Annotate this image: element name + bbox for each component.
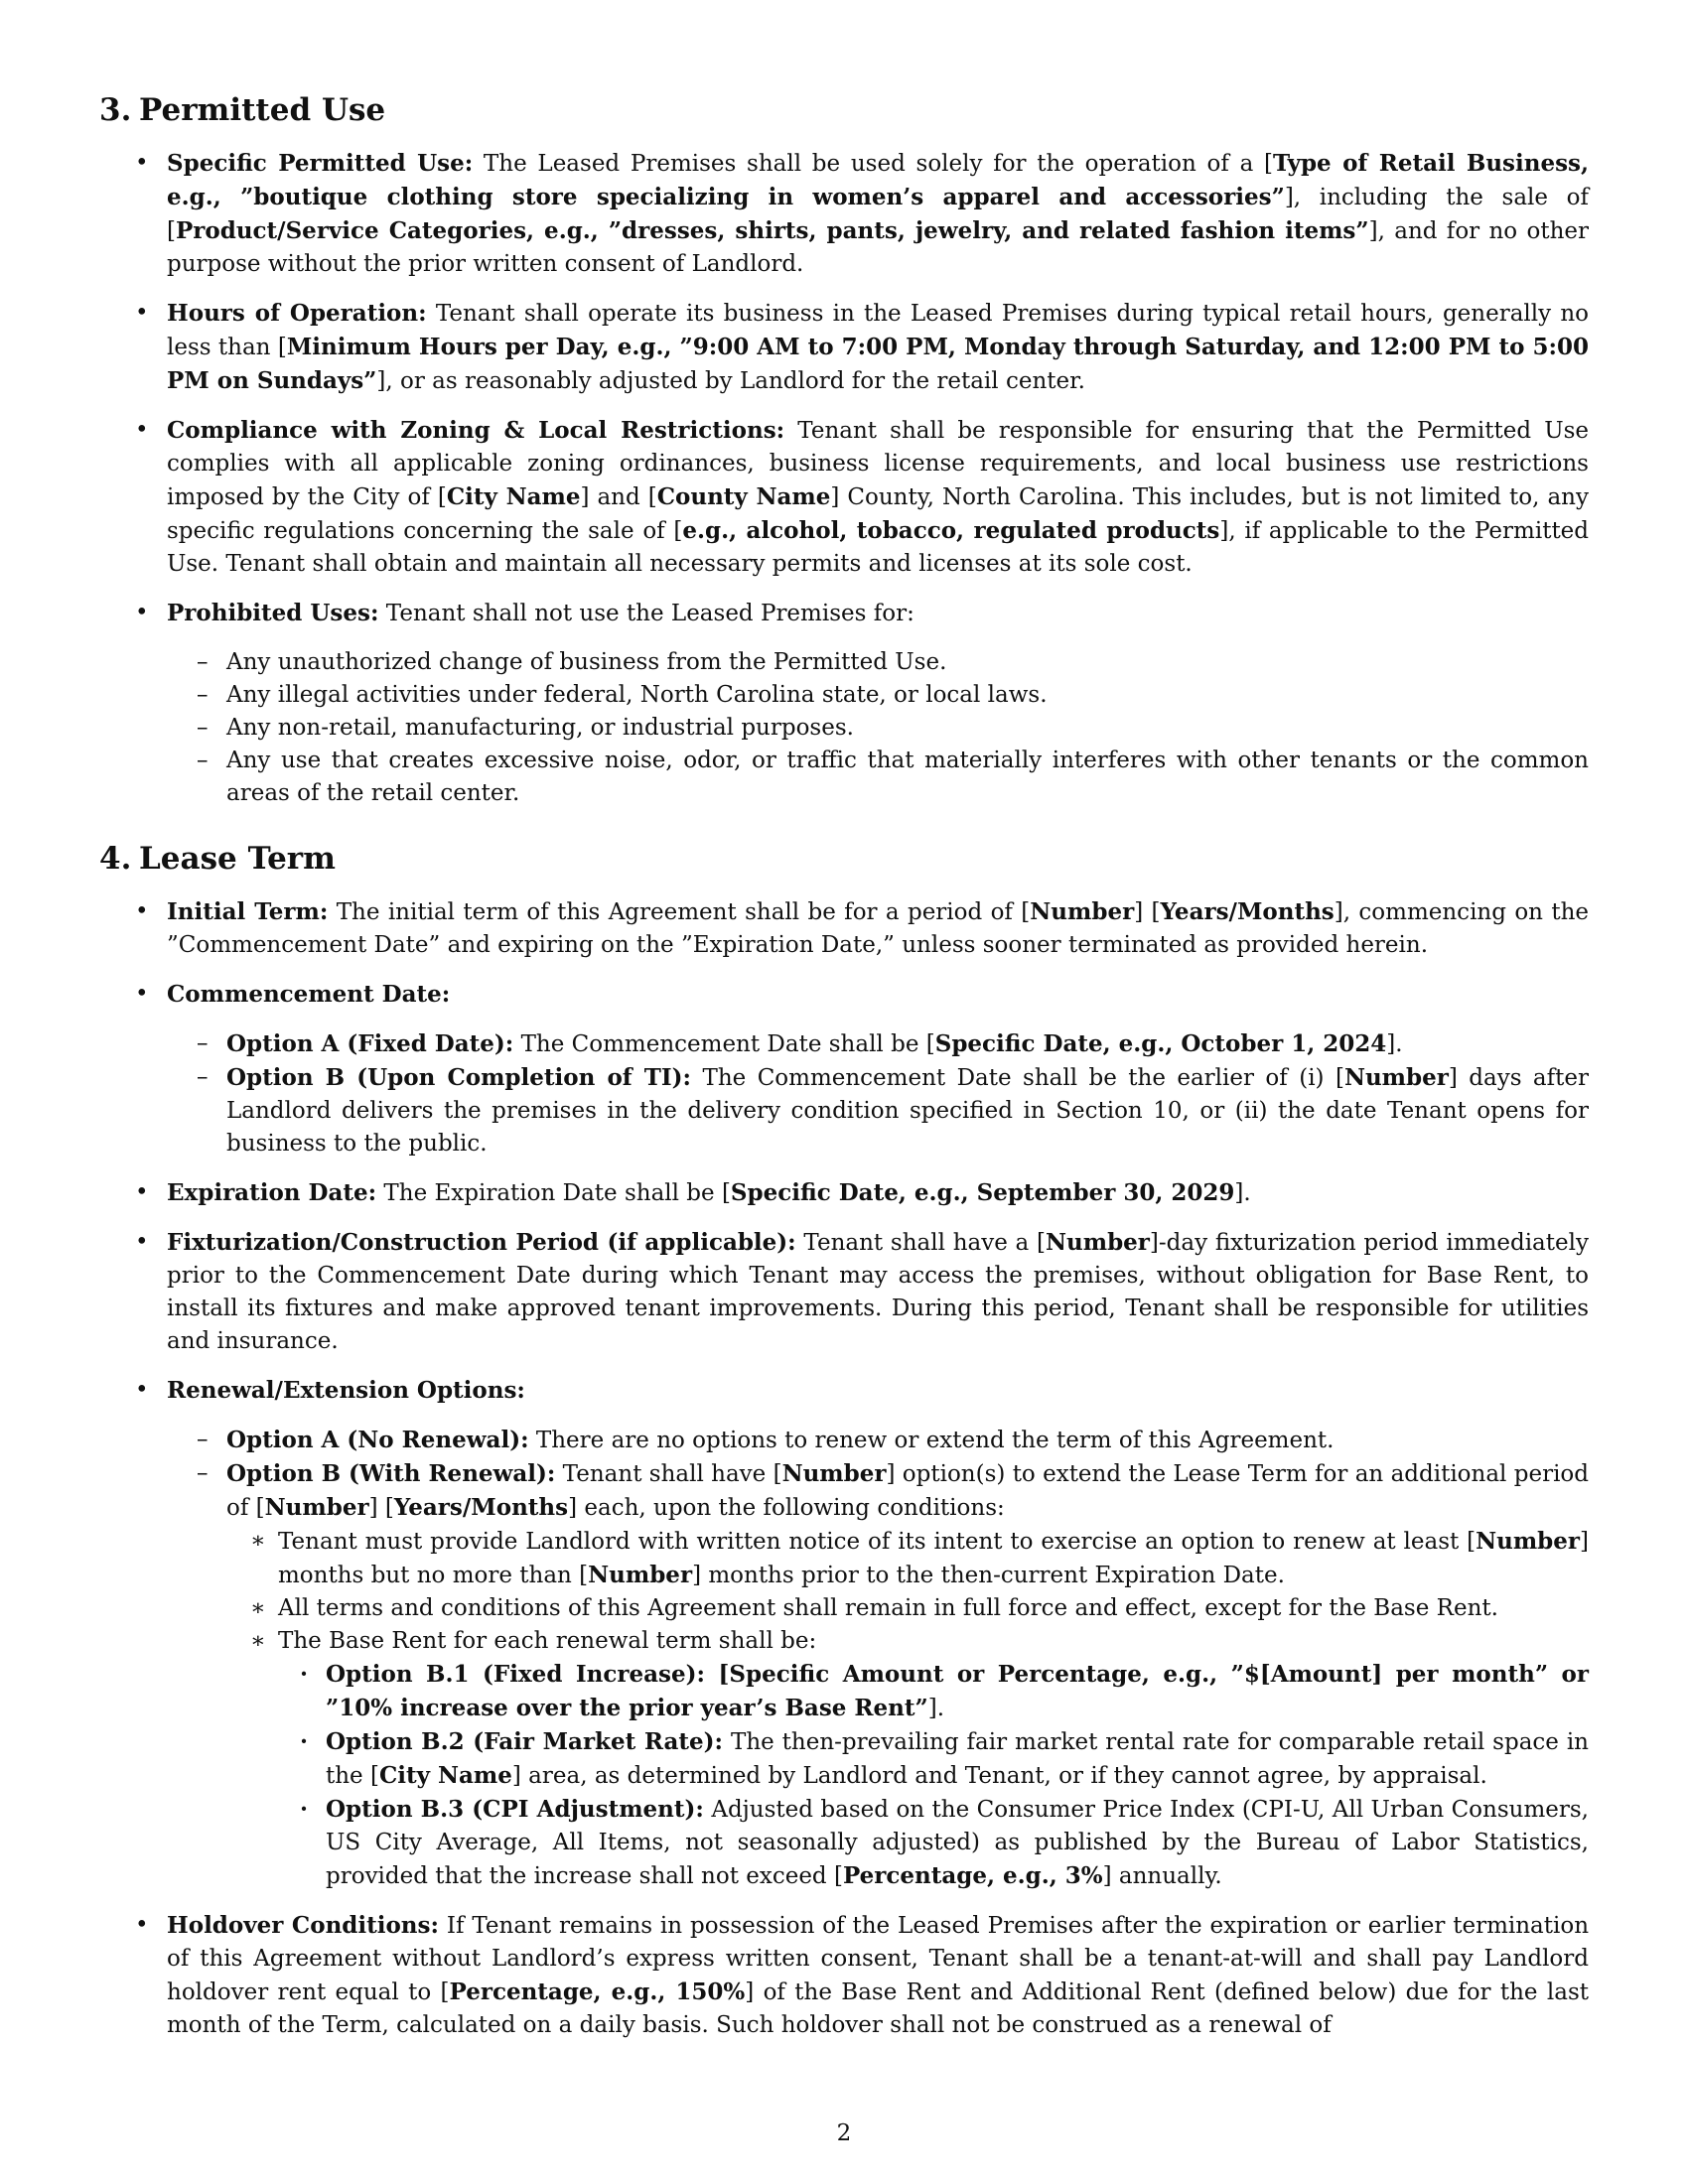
option-a-no-renewal	[167, 1424, 1589, 1457]
item-text: Tenant shall have [	[555, 1461, 782, 1487]
item-text: ] County, North Carolina. This includes, but is not limited to, any specific regulations concerning the sale of [	[167, 484, 1589, 544]
renewal-conditions	[226, 1525, 1589, 1893]
item-text: ] and [	[580, 484, 657, 510]
option-label: Option B (With Renewal):	[226, 1460, 556, 1487]
placeholder-text: Specific Date, e.g., September 30, 2029	[730, 1179, 1235, 1206]
section-number: 4.	[99, 841, 132, 877]
item-text: ], or as reasonably adjusted by Landlord for the retail center.	[376, 368, 1085, 394]
item-label: Renewal/Extension Options:	[167, 1377, 525, 1404]
base-rent-options	[278, 1658, 1589, 1893]
placeholder-text: Number	[1343, 1064, 1449, 1091]
item-text: ] annually.	[1102, 1863, 1222, 1889]
condition-notice	[226, 1525, 1589, 1592]
list-item-hours-of-operation	[99, 297, 1589, 398]
item-text: ], and for no other purpose without the prior written consent of Landlord.	[167, 218, 1589, 277]
option-label: Option B.3 (CPI Adjustment):	[326, 1796, 704, 1823]
placeholder-text: Years/Months	[393, 1494, 569, 1521]
section-4-list	[99, 895, 1589, 2042]
item-text: ]-day fixturization period immediately prior to the Commencement Date during which Tenant may access the premises, without obligation for Base Rent, to install its fixtures and make approved tenant improvements. During this period, Tenant shall be responsible for utilities and insurance.	[167, 1230, 1589, 1354]
item-text: Tenant shall be responsible for ensuring that the Permitted Use complies with all applicable zoning ordinances, business license requirements, and local business use restrictions imposed by the City of [	[167, 418, 1589, 510]
item-label: Specific Permitted Use:	[167, 150, 474, 177]
item-text: ] [	[1134, 899, 1161, 925]
placeholder-text: Years/Months	[1160, 898, 1335, 925]
sublist-item: – Any use that creates excessive noise, odor, or traffic that materially interferes with other tenants or the common areas of the retail center.	[167, 745, 1589, 810]
sublist-item: – Any unauthorized change of business from the Permitted Use.	[167, 646, 1589, 679]
item-label: Fixturization/Construction Period (if applicable):	[167, 1229, 796, 1256]
placeholder-text: Number	[1030, 898, 1135, 925]
item-label: Prohibited Uses:	[167, 600, 379, 626]
list-item-holdover-conditions	[99, 1909, 1589, 2042]
list-item-commencement-date	[99, 978, 1589, 1160]
placeholder-text: Number	[588, 1562, 693, 1588]
option-b-with-renewal	[167, 1457, 1589, 1893]
item-text: ] months but no more than [	[278, 1529, 1589, 1588]
item-text: The initial term of this Agreement shall be for a period of [	[328, 899, 1031, 925]
placeholder-text: e.g., alcohol, tobacco, regulated products	[682, 517, 1220, 544]
placeholder-text: Number	[1476, 1528, 1581, 1555]
item-text: ].	[927, 1696, 945, 1721]
placeholder-text: Specific Date, e.g., October 1, 2024	[934, 1030, 1387, 1057]
list-item-initial-term	[99, 895, 1589, 962]
item-label: Initial Term:	[167, 898, 329, 925]
renewal-options	[167, 1424, 1589, 1893]
placeholder-text: Number	[1046, 1229, 1150, 1256]
placeholder-text: City Name	[378, 1762, 512, 1789]
list-item-fixturization	[99, 1226, 1589, 1358]
option-b2-fair-market-rate	[278, 1725, 1589, 1793]
item-text: Tenant shall not use the Leased Premises for:	[378, 601, 914, 626]
item-text: There are no options to renew or extend the term of this Agreement.	[528, 1428, 1335, 1453]
list-item-expiration-date	[99, 1176, 1589, 1210]
option-label: Option B.1 (Fixed Increase):	[326, 1661, 706, 1688]
item-text: ] [	[368, 1495, 394, 1521]
item-text: Adjusted based on the Consumer Price Index (CPI-U, All Urban Consumers, US City Average, All Items, not seasonally adjusted) as published by the Bureau of Labor Statistics, provided that the increase shall not exceed [	[326, 1797, 1589, 1889]
option-label: Option A (Fixed Date):	[226, 1030, 514, 1057]
sublist-item: – Any non-retail, manufacturing, or industrial purposes.	[167, 712, 1589, 745]
item-text: If Tenant remains in possession of the Leased Premises after the expiration or earlier termination of this Agreement without Landlord’s express written consent, Tenant shall be a tenant-at-will and shall pay Landlord holdover rent equal to [	[167, 1913, 1590, 2005]
item-text: The Commencement Date shall be [	[513, 1031, 935, 1057]
sublist-item: – Any illegal activities under federal, North Carolina state, or local laws.	[167, 679, 1589, 712]
commencement-options	[167, 1027, 1589, 1160]
item-text: The Base Rent for each renewal term shall be:	[278, 1628, 817, 1654]
condition-terms-remain: ∗ All terms and conditions of this Agreement shall remain in full force and effect, except for the Base Rent.	[226, 1592, 1589, 1625]
section-3-heading	[99, 91, 1589, 129]
item-label: Commencement Date:	[167, 981, 451, 1008]
item-text: The Expiration Date shall be [	[376, 1180, 731, 1206]
option-b-upon-completion	[167, 1061, 1589, 1160]
list-item-prohibited-uses	[99, 597, 1589, 810]
item-text: Tenant must provide Landlord with written notice of its intent to exercise an option to renew at least [	[278, 1529, 1477, 1555]
placeholder-text: County Name	[656, 483, 831, 510]
item-text: ], if applicable to the Permitted Use. Tenant shall obtain and maintain all necessary permits and licenses at its sole cost.	[167, 518, 1590, 577]
placeholder-text: Percentage, e.g., 150%	[449, 1979, 746, 2005]
placeholder-text: Percentage, e.g., 3%	[842, 1862, 1103, 1889]
option-label: Option A (No Renewal):	[226, 1427, 529, 1453]
item-label: Hours of Operation:	[167, 300, 427, 327]
item-text: ] each, upon the following conditions:	[568, 1495, 1005, 1521]
item-text: ] months prior to the then-current Expiration Date.	[692, 1563, 1285, 1588]
section-number: 3.	[99, 92, 132, 128]
placeholder-text: Type of Retail Business, e.g., ”boutique clothing store specializing in women’s apparel and accessories”	[167, 150, 1589, 210]
prohibited-uses-sublist	[167, 646, 1589, 810]
section-3-list	[99, 147, 1589, 810]
option-b3-cpi-adjustment	[278, 1793, 1589, 1893]
placeholder-text: Minimum Hours per Day, e.g., ”9:00 AM to 7:00 PM, Monday through Saturday, and 12:00 PM to 5:00 PM on Sundays”	[167, 334, 1589, 394]
option-a-fixed-date	[167, 1027, 1589, 1061]
item-label: Compliance with Zoning & Local Restrictions:	[167, 417, 785, 444]
item-text: ] area, as determined by Landlord and Tenant, or if they cannot agree, by appraisal.	[511, 1763, 1487, 1789]
item-text: ].	[1234, 1180, 1251, 1206]
list-item-renewal-options	[99, 1374, 1589, 1893]
placeholder-text: City Name	[446, 483, 581, 510]
option-label: Option B.2 (Fair Market Rate):	[326, 1728, 724, 1755]
item-text: Tenant shall operate its business in the Leased Premises during typical retail hours, generally no less than [	[167, 301, 1590, 360]
placeholder-text: Number	[781, 1460, 887, 1487]
section-4-heading	[99, 840, 1589, 878]
item-text: ] option(s) to extend the Lease Term for an additional period of [	[226, 1461, 1589, 1521]
condition-base-rent	[226, 1625, 1589, 1893]
option-label: Option B (Upon Completion of TI):	[226, 1064, 692, 1091]
item-text: ] of the Base Rent and Additional Rent (defined below) due for the last month of the Term, calculated on a daily basis. Such holdover shall not be construed as a renewal of	[167, 1979, 1590, 2038]
item-label: Expiration Date:	[167, 1179, 377, 1206]
item-text: ], commencing on the ”Commencement Date” and expiring on the ”Expiration Date,” unless sooner terminated as provided herein.	[167, 899, 1590, 958]
item-label: Holdover Conditions:	[167, 1912, 439, 1939]
section-title: Lease Term	[139, 841, 336, 877]
option-b1-fixed-increase	[278, 1658, 1589, 1725]
item-text: ].	[1386, 1031, 1403, 1057]
section-title: Permitted Use	[139, 92, 386, 128]
item-text: ] days after Landlord delivers the premises in the delivery condition specified in Section 10, or (ii) the date Tenant opens for business to the public.	[226, 1065, 1590, 1157]
item-text: [	[705, 1661, 730, 1688]
document-page	[99, 91, 1589, 2058]
item-text: The then-prevailing fair market rental rate for comparable retail space in the [	[326, 1729, 1589, 1789]
list-item-compliance-zoning	[99, 414, 1589, 581]
item-text: ], including the sale of [	[167, 185, 1589, 244]
placeholder-text: Product/Service Categories, e.g., ”dresses, shirts, pants, jewelry, and related fashion items”	[175, 217, 1369, 244]
page-number: 2	[836, 2120, 852, 2146]
item-text: Tenant shall have a [	[795, 1230, 1046, 1256]
item-text: The Commencement Date shall be the earlier of (i) [	[691, 1065, 1344, 1091]
placeholder-text: Specific Amount or Percentage, e.g., ”$[Amount] per month” or ”10% increase over the prior year’s Base Rent”	[326, 1661, 1590, 1721]
placeholder-text: Number	[264, 1494, 369, 1521]
list-item-specific-permitted-use	[99, 147, 1589, 281]
item-text: The Leased Premises shall be used solely for the operation of a [	[473, 151, 1273, 177]
